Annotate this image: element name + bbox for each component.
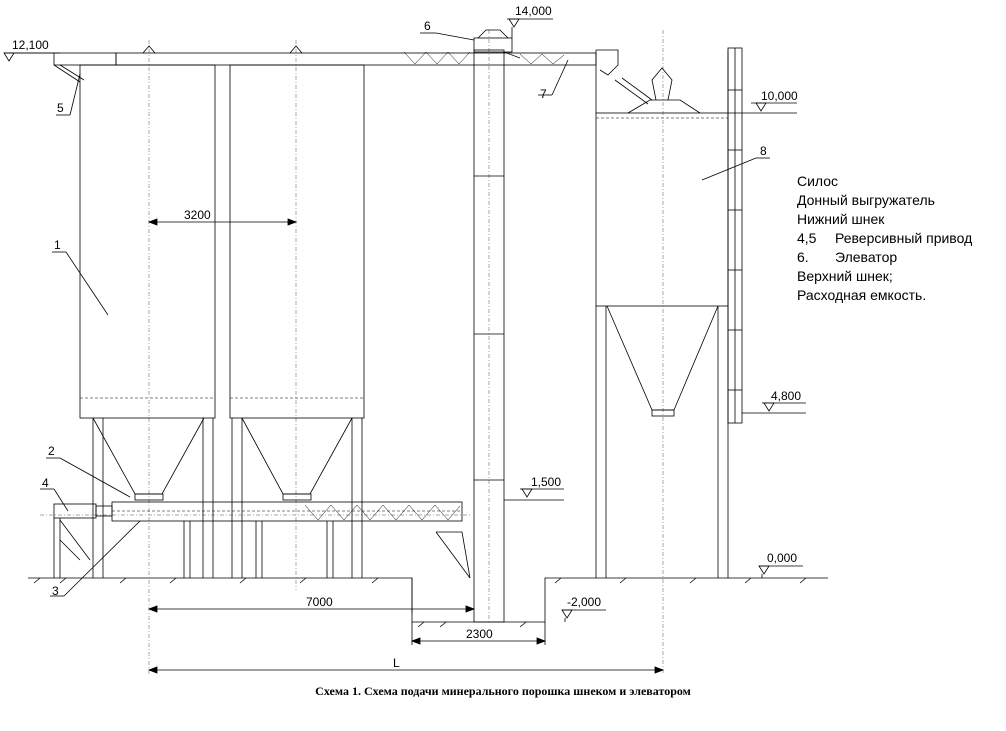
elevation-screw-level: 1,500 <box>531 475 562 489</box>
dimension-silo-spacing: 3200 <box>184 208 211 222</box>
legend-item-silo: Силос <box>797 173 839 189</box>
dimension-pit-width: 2300 <box>466 627 493 641</box>
callout-4: 4 <box>42 476 49 490</box>
dimension-total-length: L <box>393 656 400 670</box>
callout-5: 5 <box>57 101 64 115</box>
callout-6: 6 <box>424 19 431 33</box>
legend-item-reversible-drive <box>797 229 972 248</box>
callout-2: 2 <box>48 444 55 458</box>
lower-screw <box>96 502 470 578</box>
reversible-drive-upper <box>54 65 84 82</box>
callout-8: 8 <box>760 144 767 158</box>
callout-1: 1 <box>54 238 61 252</box>
callout-leaders <box>40 33 770 596</box>
legend-label-elevator: Элеватор <box>835 249 898 265</box>
legend-item-bottom-unloader: Донный выгружатель <box>797 192 935 208</box>
legend <box>797 172 972 305</box>
upper-gallery <box>54 46 596 65</box>
elevator-column <box>474 30 520 622</box>
legend-num-drive: 4,5 <box>797 230 817 246</box>
dimension-lower-length: 7000 <box>306 595 333 609</box>
legend-item-elevator <box>797 248 972 267</box>
legend-label-drive: Реверсивный привод <box>835 230 973 246</box>
elevation-pit: -2,000 <box>567 595 602 609</box>
elevation-top-elevator: 14,000 <box>515 4 552 18</box>
elevation-silo8-top: 10,000 <box>761 89 798 103</box>
legend-num-elevator: 6. <box>797 249 809 265</box>
callout-3: 3 <box>52 584 59 598</box>
upper-screw <box>404 50 618 75</box>
elevation-ground: 0,000 <box>767 551 798 565</box>
callout-7: 7 <box>540 87 547 101</box>
figure-caption: Схема 1. Схема подачи минерального порошка шнеком и элеватором <box>315 684 691 698</box>
ground-line <box>28 578 828 627</box>
silo-2 <box>230 65 364 578</box>
elevation-marks <box>4 19 806 622</box>
legend-item-consumption-tank: Расходная емкость. <box>797 287 927 303</box>
elevation-mid-right: 4,800 <box>771 389 802 403</box>
legend-item-lower-screw: Нижний шнек <box>797 211 885 227</box>
silo-1 <box>80 65 215 578</box>
elevation-top-left: 12,100 <box>12 38 49 52</box>
legend-item-upper-screw: Верхний шнек; <box>797 268 893 284</box>
consumption-tank <box>596 48 742 578</box>
